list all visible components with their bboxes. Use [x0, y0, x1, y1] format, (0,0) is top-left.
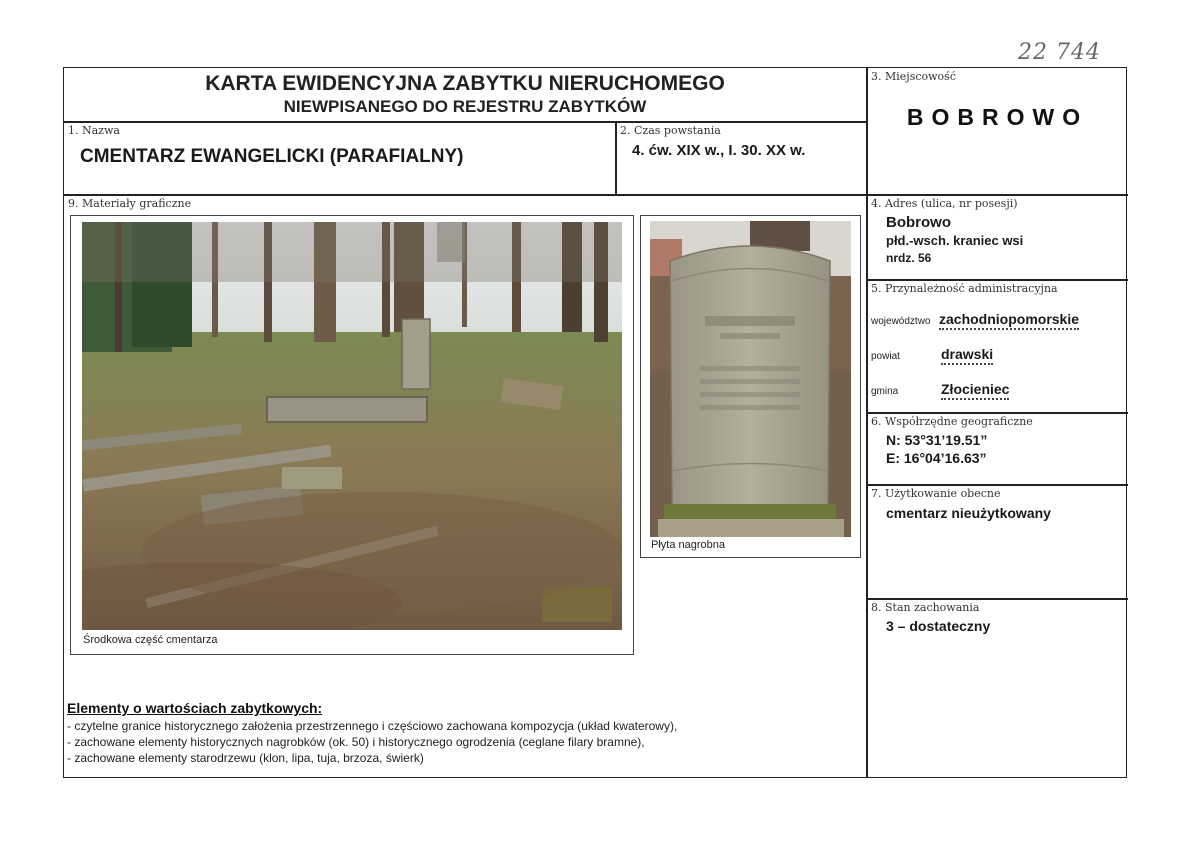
photo-cemetery-caption: Środkowa część cmentarza — [83, 634, 218, 646]
commune-label: gmina — [871, 386, 899, 397]
divider-under-name — [64, 194, 866, 196]
photo-cemetery-frame — [70, 215, 634, 655]
divider-under-admin — [866, 412, 1128, 414]
card-title: KARTA EWIDENCYJNA ZABYTKU NIERUCHOMEGO — [205, 72, 725, 95]
divider-under-address — [866, 279, 1128, 281]
usage-value: cmentarz nieużytkowany — [886, 505, 1051, 521]
name-label: 1. Nazwa — [68, 124, 120, 137]
voivodeship-label: województwo — [871, 316, 931, 327]
photo-cemetery-center — [82, 222, 622, 630]
address-line3: nrdz. 56 — [886, 251, 932, 265]
town-label: 3. Miejscowość — [871, 70, 956, 83]
address-line1: Bobrowo — [886, 214, 951, 231]
record-card — [63, 67, 1127, 778]
graphics-label: 9. Materiały graficzne — [68, 197, 192, 210]
condition-label: 8. Stan zachowania — [871, 601, 980, 614]
coordinates-east: E: 16°04’16.63” — [886, 450, 987, 466]
photo-tombstone-frame — [640, 215, 861, 558]
divider-under-usage — [866, 598, 1128, 600]
elements-list — [67, 718, 677, 766]
address-label: 4. Adres (ulica, nr posesji) — [871, 197, 1018, 210]
date-label: 2. Czas powstania — [620, 124, 721, 137]
coordinates-label: 6. Współrzędne geograficzne — [871, 415, 1033, 428]
admin-label: 5. Przynależność administracyjna — [871, 282, 1058, 295]
commune-value: Złocieniec — [941, 381, 1009, 397]
elements-title: Elementy o wartościach zabytkowych: — [67, 700, 323, 716]
town-value: BOBROWO — [906, 104, 1089, 130]
divider-name-date — [615, 121, 617, 195]
elements-item: - zachowane elementy starodrzewu (klon, lipa, tuja, brzoza, świerk) — [67, 751, 424, 765]
divider-right-column — [866, 68, 868, 777]
name-value: CMENTARZ EWANGELICKI (PARAFIALNY) — [80, 146, 464, 167]
condition-value: 3 – dostateczny — [886, 618, 991, 634]
elements-item: - zachowane elementy historycznych nagrobków (ok. 50) i historycznego ogrodzenia (ceglane filary bramne), — [67, 735, 645, 749]
voivodeship-value: zachodniopomorskie — [939, 311, 1079, 327]
coordinates-north: N: 53°31’19.51” — [886, 432, 988, 448]
photo-tombstone-caption: Płyta nagrobna — [651, 539, 725, 551]
county-value: drawski — [941, 346, 993, 362]
handwritten-number: 22 744 — [1018, 40, 1101, 65]
county-label: powiat — [871, 351, 900, 362]
address-line2: płd.-wsch. kraniec wsi — [886, 233, 1024, 248]
card-subtitle: NIEWPISANEGO DO REJESTRU ZABYTKÓW — [283, 97, 647, 116]
divider-under-title — [64, 121, 866, 123]
divider-under-coordinates — [866, 484, 1128, 486]
divider-under-town — [866, 194, 1128, 196]
elements-item: - czytelne granice historycznego założenia przestrzennego i częściowo zachowana kompozycja (układ kwaterowy), — [67, 719, 678, 733]
date-value: 4. ćw. XIX w., I. 30. XX w. — [632, 142, 806, 159]
photo-tombstone — [650, 221, 851, 537]
usage-label: 7. Użytkowanie obecne — [871, 487, 1001, 500]
